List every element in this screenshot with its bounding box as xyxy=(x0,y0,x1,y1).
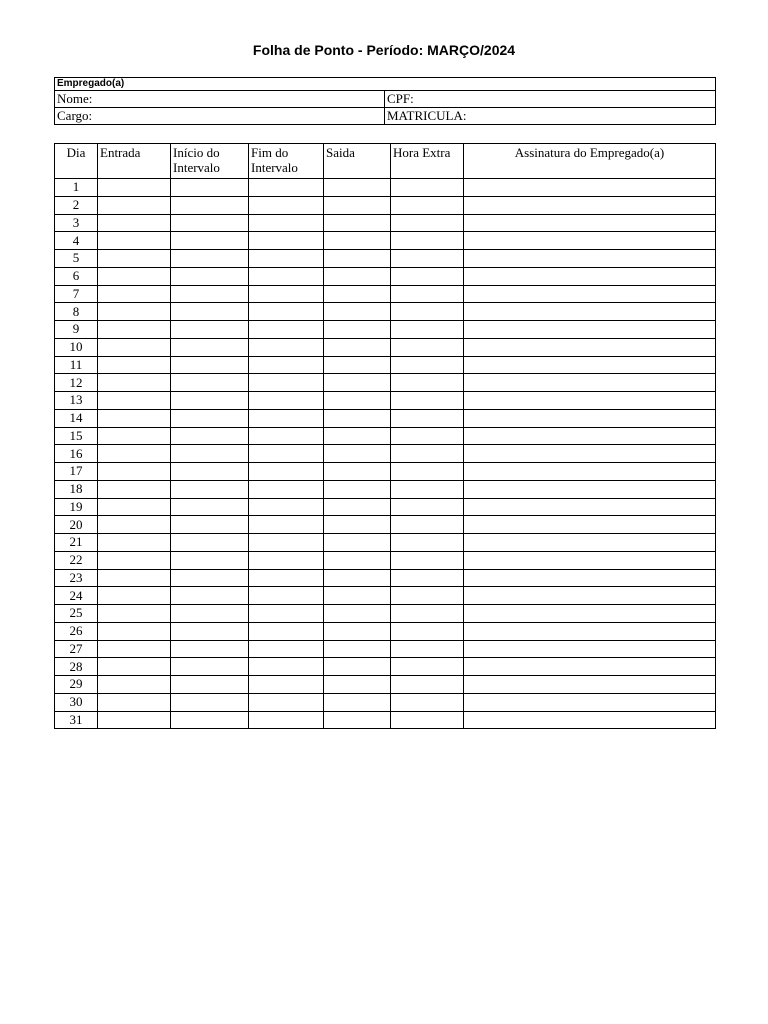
table-row xyxy=(55,321,716,339)
break-end-cell[interactable] xyxy=(249,498,324,516)
exit-cell[interactable] xyxy=(324,480,391,498)
table-row xyxy=(55,516,716,534)
exit-cell[interactable] xyxy=(324,232,391,250)
break-end-cell[interactable] xyxy=(249,374,324,392)
signature-cell[interactable] xyxy=(464,445,716,463)
day-number: 17 xyxy=(55,463,98,481)
entry-cell[interactable] xyxy=(98,498,171,516)
exit-cell[interactable] xyxy=(324,658,391,676)
signature-cell[interactable] xyxy=(464,303,716,321)
exit-cell[interactable] xyxy=(324,676,391,694)
overtime-cell[interactable] xyxy=(391,356,464,374)
exit-cell[interactable] xyxy=(324,569,391,587)
break-start-cell[interactable] xyxy=(171,285,249,303)
signature-cell[interactable] xyxy=(464,640,716,658)
exit-cell[interactable] xyxy=(324,196,391,214)
overtime-cell[interactable] xyxy=(391,214,464,232)
table-row xyxy=(55,676,716,694)
break-end-cell[interactable] xyxy=(249,267,324,285)
break-start-cell[interactable] xyxy=(171,427,249,445)
table-row xyxy=(55,534,716,552)
break-start-cell[interactable] xyxy=(171,569,249,587)
table-row xyxy=(55,445,716,463)
signature-cell[interactable] xyxy=(464,250,716,268)
signature-cell[interactable] xyxy=(464,392,716,410)
column-header-day: Dia xyxy=(55,144,98,179)
signature-cell[interactable] xyxy=(464,267,716,285)
page-title: Folha de Ponto - Período: MARÇO/2024 xyxy=(252,42,516,58)
day-number: 25 xyxy=(55,605,98,623)
entry-cell[interactable] xyxy=(98,374,171,392)
overtime-cell[interactable] xyxy=(391,551,464,569)
entry-cell[interactable] xyxy=(98,587,171,605)
day-number: 30 xyxy=(55,693,98,711)
signature-cell[interactable] xyxy=(464,551,716,569)
table-row xyxy=(55,605,716,623)
entry-cell[interactable] xyxy=(98,534,171,552)
entry-cell[interactable] xyxy=(98,622,171,640)
break-start-cell[interactable] xyxy=(171,356,249,374)
timesheet-body xyxy=(55,179,716,729)
day-number: 16 xyxy=(55,445,98,463)
day-number: 18 xyxy=(55,480,98,498)
exit-cell[interactable] xyxy=(324,392,391,410)
entry-cell[interactable] xyxy=(98,338,171,356)
exit-cell[interactable] xyxy=(324,622,391,640)
exit-cell[interactable] xyxy=(324,303,391,321)
overtime-cell[interactable] xyxy=(391,374,464,392)
exit-cell[interactable] xyxy=(324,179,391,197)
exit-cell[interactable] xyxy=(324,516,391,534)
entry-cell[interactable] xyxy=(98,480,171,498)
overtime-cell[interactable] xyxy=(391,267,464,285)
table-row xyxy=(55,463,716,481)
day-number: 14 xyxy=(55,409,98,427)
break-end-cell[interactable] xyxy=(249,250,324,268)
table-row xyxy=(55,427,716,445)
entry-cell[interactable] xyxy=(98,516,171,534)
exit-cell[interactable] xyxy=(324,409,391,427)
day-number: 8 xyxy=(55,303,98,321)
break-end-cell[interactable] xyxy=(249,658,324,676)
exit-cell[interactable] xyxy=(324,498,391,516)
signature-cell[interactable] xyxy=(464,232,716,250)
day-number: 4 xyxy=(55,232,98,250)
exit-cell[interactable] xyxy=(324,338,391,356)
break-end-cell[interactable] xyxy=(249,232,324,250)
signature-cell[interactable] xyxy=(464,285,716,303)
overtime-cell[interactable] xyxy=(391,480,464,498)
day-number: 31 xyxy=(55,711,98,729)
break-start-cell[interactable] xyxy=(171,463,249,481)
signature-cell[interactable] xyxy=(464,480,716,498)
signature-cell[interactable] xyxy=(464,498,716,516)
entry-cell[interactable] xyxy=(98,214,171,232)
break-start-cell[interactable] xyxy=(171,534,249,552)
table-row xyxy=(55,214,716,232)
entry-cell[interactable] xyxy=(98,321,171,339)
overtime-cell[interactable] xyxy=(391,427,464,445)
day-number: 27 xyxy=(55,640,98,658)
break-end-cell[interactable] xyxy=(249,551,324,569)
break-end-cell[interactable] xyxy=(249,338,324,356)
overtime-cell[interactable] xyxy=(391,498,464,516)
break-start-cell[interactable] xyxy=(171,196,249,214)
break-start-cell[interactable] xyxy=(171,516,249,534)
entry-cell[interactable] xyxy=(98,196,171,214)
entry-cell[interactable] xyxy=(98,409,171,427)
column-header-signature: Assinatura do Empregado(a) xyxy=(464,144,716,179)
day-number: 20 xyxy=(55,516,98,534)
overtime-cell[interactable] xyxy=(391,587,464,605)
break-start-cell[interactable] xyxy=(171,622,249,640)
break-end-cell[interactable] xyxy=(249,569,324,587)
column-header-break-end: Fim do Intervalo xyxy=(249,144,324,179)
entry-cell[interactable] xyxy=(98,445,171,463)
break-end-cell[interactable] xyxy=(249,605,324,623)
entry-cell[interactable] xyxy=(98,463,171,481)
day-number: 28 xyxy=(55,658,98,676)
break-start-cell[interactable] xyxy=(171,409,249,427)
break-end-cell[interactable] xyxy=(249,392,324,410)
break-start-cell[interactable] xyxy=(171,338,249,356)
name-label: Nome: xyxy=(57,91,93,106)
overtime-cell[interactable] xyxy=(391,179,464,197)
overtime-cell[interactable] xyxy=(391,303,464,321)
employee-row-role xyxy=(55,108,716,125)
break-start-cell[interactable] xyxy=(171,498,249,516)
signature-cell[interactable] xyxy=(464,711,716,729)
employee-info-table xyxy=(54,77,716,125)
break-end-cell[interactable] xyxy=(249,427,324,445)
overtime-cell[interactable] xyxy=(391,676,464,694)
overtime-cell[interactable] xyxy=(391,640,464,658)
registration-field[interactable] xyxy=(385,108,716,125)
day-number: 3 xyxy=(55,214,98,232)
day-number: 2 xyxy=(55,196,98,214)
break-start-cell[interactable] xyxy=(171,392,249,410)
day-number: 11 xyxy=(55,356,98,374)
break-start-cell[interactable] xyxy=(171,321,249,339)
entry-cell[interactable] xyxy=(98,658,171,676)
signature-cell[interactable] xyxy=(464,605,716,623)
break-end-cell[interactable] xyxy=(249,711,324,729)
day-number: 21 xyxy=(55,534,98,552)
signature-cell[interactable] xyxy=(464,427,716,445)
registration-label: MATRICULA: xyxy=(387,108,467,123)
day-number: 19 xyxy=(55,498,98,516)
break-start-cell[interactable] xyxy=(171,640,249,658)
break-start-cell[interactable] xyxy=(171,711,249,729)
day-number: 7 xyxy=(55,285,98,303)
table-row xyxy=(55,285,716,303)
overtime-cell[interactable] xyxy=(391,196,464,214)
break-start-cell[interactable] xyxy=(171,250,249,268)
table-row xyxy=(55,356,716,374)
signature-cell[interactable] xyxy=(464,463,716,481)
signature-cell[interactable] xyxy=(464,534,716,552)
day-number: 24 xyxy=(55,587,98,605)
entry-cell[interactable] xyxy=(98,640,171,658)
table-row xyxy=(55,693,716,711)
overtime-cell[interactable] xyxy=(391,711,464,729)
table-row xyxy=(55,622,716,640)
signature-cell[interactable] xyxy=(464,374,716,392)
exit-cell[interactable] xyxy=(324,534,391,552)
break-end-cell[interactable] xyxy=(249,463,324,481)
exit-cell[interactable] xyxy=(324,250,391,268)
break-end-cell[interactable] xyxy=(249,303,324,321)
break-end-cell[interactable] xyxy=(249,676,324,694)
role-label: Cargo: xyxy=(57,108,93,123)
overtime-cell[interactable] xyxy=(391,250,464,268)
day-number: 10 xyxy=(55,338,98,356)
signature-cell[interactable] xyxy=(464,569,716,587)
signature-cell[interactable] xyxy=(464,214,716,232)
exit-cell[interactable] xyxy=(324,267,391,285)
column-header-break-start: Início do Intervalo xyxy=(171,144,249,179)
entry-cell[interactable] xyxy=(98,392,171,410)
entry-cell[interactable] xyxy=(98,605,171,623)
table-row xyxy=(55,232,716,250)
overtime-cell[interactable] xyxy=(391,232,464,250)
break-start-cell[interactable] xyxy=(171,267,249,285)
employee-heading-row xyxy=(55,78,716,91)
day-number: 15 xyxy=(55,427,98,445)
exit-cell[interactable] xyxy=(324,711,391,729)
entry-cell[interactable] xyxy=(98,427,171,445)
break-end-cell[interactable] xyxy=(249,285,324,303)
break-start-cell[interactable] xyxy=(171,480,249,498)
table-row xyxy=(55,338,716,356)
day-number: 9 xyxy=(55,321,98,339)
break-start-cell[interactable] xyxy=(171,605,249,623)
break-start-cell[interactable] xyxy=(171,693,249,711)
overtime-cell[interactable] xyxy=(391,693,464,711)
break-end-cell[interactable] xyxy=(249,622,324,640)
entry-cell[interactable] xyxy=(98,250,171,268)
employee-row-name xyxy=(55,91,716,108)
exit-cell[interactable] xyxy=(324,640,391,658)
cpf-label: CPF: xyxy=(387,91,414,106)
table-row xyxy=(55,267,716,285)
employee-heading: Empregado(a) xyxy=(55,78,716,91)
break-end-cell[interactable] xyxy=(249,534,324,552)
entry-cell[interactable] xyxy=(98,285,171,303)
overtime-cell[interactable] xyxy=(391,463,464,481)
day-number: 23 xyxy=(55,569,98,587)
break-start-cell[interactable] xyxy=(171,303,249,321)
entry-cell[interactable] xyxy=(98,267,171,285)
table-row xyxy=(55,569,716,587)
break-start-cell[interactable] xyxy=(171,232,249,250)
entry-cell[interactable] xyxy=(98,179,171,197)
signature-cell[interactable] xyxy=(464,196,716,214)
entry-cell[interactable] xyxy=(98,569,171,587)
break-start-cell[interactable] xyxy=(171,179,249,197)
day-number: 22 xyxy=(55,551,98,569)
entry-cell[interactable] xyxy=(98,232,171,250)
signature-cell[interactable] xyxy=(464,516,716,534)
signature-cell[interactable] xyxy=(464,622,716,640)
break-end-cell[interactable] xyxy=(249,196,324,214)
overtime-cell[interactable] xyxy=(391,392,464,410)
overtime-cell[interactable] xyxy=(391,285,464,303)
signature-cell[interactable] xyxy=(464,409,716,427)
signature-cell[interactable] xyxy=(464,658,716,676)
table-row xyxy=(55,374,716,392)
break-start-cell[interactable] xyxy=(171,374,249,392)
table-row xyxy=(55,480,716,498)
timesheet-header-row xyxy=(55,144,716,179)
overtime-cell[interactable] xyxy=(391,516,464,534)
table-row xyxy=(55,640,716,658)
break-end-cell[interactable] xyxy=(249,321,324,339)
exit-cell[interactable] xyxy=(324,605,391,623)
break-end-cell[interactable] xyxy=(249,445,324,463)
day-number: 12 xyxy=(55,374,98,392)
entry-cell[interactable] xyxy=(98,693,171,711)
exit-cell[interactable] xyxy=(324,587,391,605)
break-end-cell[interactable] xyxy=(249,356,324,374)
table-row xyxy=(55,711,716,729)
overtime-cell[interactable] xyxy=(391,622,464,640)
signature-cell[interactable] xyxy=(464,338,716,356)
table-row xyxy=(55,551,716,569)
break-start-cell[interactable] xyxy=(171,445,249,463)
column-header-overtime: Hora Extra xyxy=(391,144,464,179)
break-start-cell[interactable] xyxy=(171,214,249,232)
timesheet-table xyxy=(54,143,716,729)
overtime-cell[interactable] xyxy=(391,658,464,676)
table-row xyxy=(55,179,716,197)
break-start-cell[interactable] xyxy=(171,676,249,694)
table-row xyxy=(55,587,716,605)
exit-cell[interactable] xyxy=(324,285,391,303)
signature-cell[interactable] xyxy=(464,321,716,339)
exit-cell[interactable] xyxy=(324,374,391,392)
break-start-cell[interactable] xyxy=(171,587,249,605)
table-row xyxy=(55,303,716,321)
entry-cell[interactable] xyxy=(98,711,171,729)
table-row xyxy=(55,196,716,214)
column-header-exit: Saida xyxy=(324,144,391,179)
signature-cell[interactable] xyxy=(464,356,716,374)
day-number: 26 xyxy=(55,622,98,640)
exit-cell[interactable] xyxy=(324,445,391,463)
day-number: 6 xyxy=(55,267,98,285)
table-row xyxy=(55,658,716,676)
overtime-cell[interactable] xyxy=(391,534,464,552)
overtime-cell[interactable] xyxy=(391,605,464,623)
overtime-cell[interactable] xyxy=(391,321,464,339)
table-row xyxy=(55,392,716,410)
signature-cell[interactable] xyxy=(464,676,716,694)
break-start-cell[interactable] xyxy=(171,551,249,569)
column-header-entry: Entrada xyxy=(98,144,171,179)
overtime-cell[interactable] xyxy=(391,569,464,587)
day-number: 5 xyxy=(55,250,98,268)
signature-cell[interactable] xyxy=(464,693,716,711)
exit-cell[interactable] xyxy=(324,427,391,445)
break-end-cell[interactable] xyxy=(249,693,324,711)
exit-cell[interactable] xyxy=(324,321,391,339)
break-start-cell[interactable] xyxy=(171,658,249,676)
day-number: 29 xyxy=(55,676,98,694)
role-field[interactable] xyxy=(55,108,385,125)
day-number: 1 xyxy=(55,179,98,197)
signature-cell[interactable] xyxy=(464,179,716,197)
table-row xyxy=(55,498,716,516)
cpf-field[interactable] xyxy=(385,91,716,108)
break-end-cell[interactable] xyxy=(249,409,324,427)
entry-cell[interactable] xyxy=(98,676,171,694)
exit-cell[interactable] xyxy=(324,214,391,232)
signature-cell[interactable] xyxy=(464,587,716,605)
day-number: 13 xyxy=(55,392,98,410)
break-end-cell[interactable] xyxy=(249,480,324,498)
break-end-cell[interactable] xyxy=(249,214,324,232)
break-end-cell[interactable] xyxy=(249,516,324,534)
table-row xyxy=(55,250,716,268)
name-field[interactable] xyxy=(55,91,385,108)
break-end-cell[interactable] xyxy=(249,640,324,658)
overtime-cell[interactable] xyxy=(391,445,464,463)
break-end-cell[interactable] xyxy=(249,179,324,197)
exit-cell[interactable] xyxy=(324,356,391,374)
exit-cell[interactable] xyxy=(324,463,391,481)
entry-cell[interactable] xyxy=(98,303,171,321)
overtime-cell[interactable] xyxy=(391,409,464,427)
table-row xyxy=(55,409,716,427)
exit-cell[interactable] xyxy=(324,551,391,569)
entry-cell[interactable] xyxy=(98,356,171,374)
exit-cell[interactable] xyxy=(324,693,391,711)
entry-cell[interactable] xyxy=(98,551,171,569)
overtime-cell[interactable] xyxy=(391,338,464,356)
break-end-cell[interactable] xyxy=(249,587,324,605)
